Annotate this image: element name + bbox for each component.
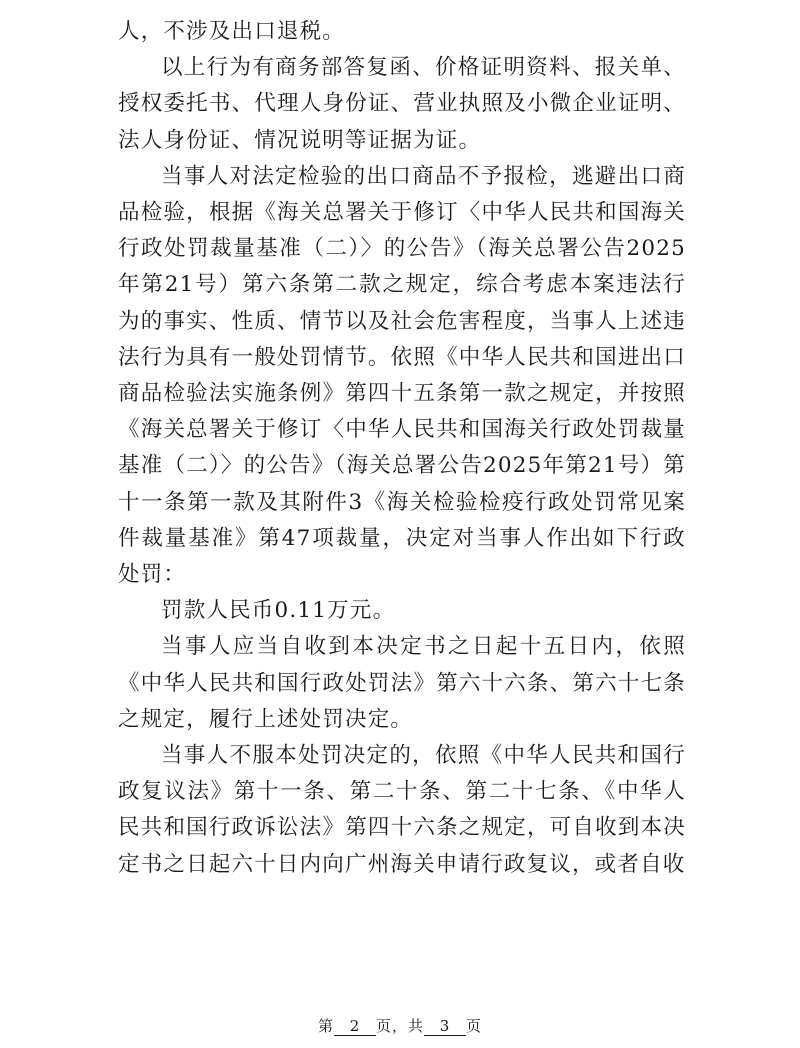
paragraph-6: 当事人不服本处罚决定的，依照《中华人民共和国行政复议法》第十一条、第二十条、第二十七条、《中华人民共和国行政诉讼法》第四十六条之规定，可自收到本决定书之日起六十日内向广州海关申请行政复议，或者自收: [118, 743, 686, 877]
footer-middle: 页，共: [375, 1017, 424, 1035]
paragraph-2: 以上行为有商务部答复函、价格证明资料、报关单、授权委托书、代理人身份证、营业执照及小微企业证明、法人身份证、情况说明等证据为证。: [118, 55, 686, 153]
document-body: [118, 14, 686, 883]
paragraph-5: 当事人应当自收到本决定书之日起十五日内，依照《中华人民共和国行政处罚法》第六十六条、第六十七条之规定，履行上述处罚决定。: [118, 634, 686, 732]
page-footer: [0, 1016, 800, 1036]
current-page-number: 2: [334, 1018, 376, 1036]
paragraph-3: 当事人对法定检验的出口商品不予报检，逃避出口商品检验，根据《海关总署关于修订〈中华人民共和国海关行政处罚裁量基准（二）〉的公告》（海关总署公告2025年第21号）第六条第二款之规定，综合考虑本案违法行为的事实、性质、情节以及社会危害程度，当事人上述违法行为具有一般处罚情节。依照《中华人民共和国进出口商品检验法实施条例》第四十五条第一款之规定，并按照《海关总署关于修订〈中华人民共和国海关行政处罚裁量基准（二）〉的公告》（海关总署公告2025年第21号）第十一条第一款及其附件3《海关检验检疫行政处罚常见案件裁量基准》第47项裁量，决定对当事人作出如下行政处罚：: [118, 163, 686, 588]
footer-suffix: 页: [466, 1017, 483, 1035]
total-page-count: 3: [424, 1018, 466, 1036]
paragraph-4: 罚款人民币0.11万元。: [161, 598, 396, 624]
paragraph-1: 人，不涉及出口退税。: [118, 19, 346, 44]
footer-prefix: 第: [317, 1017, 334, 1035]
